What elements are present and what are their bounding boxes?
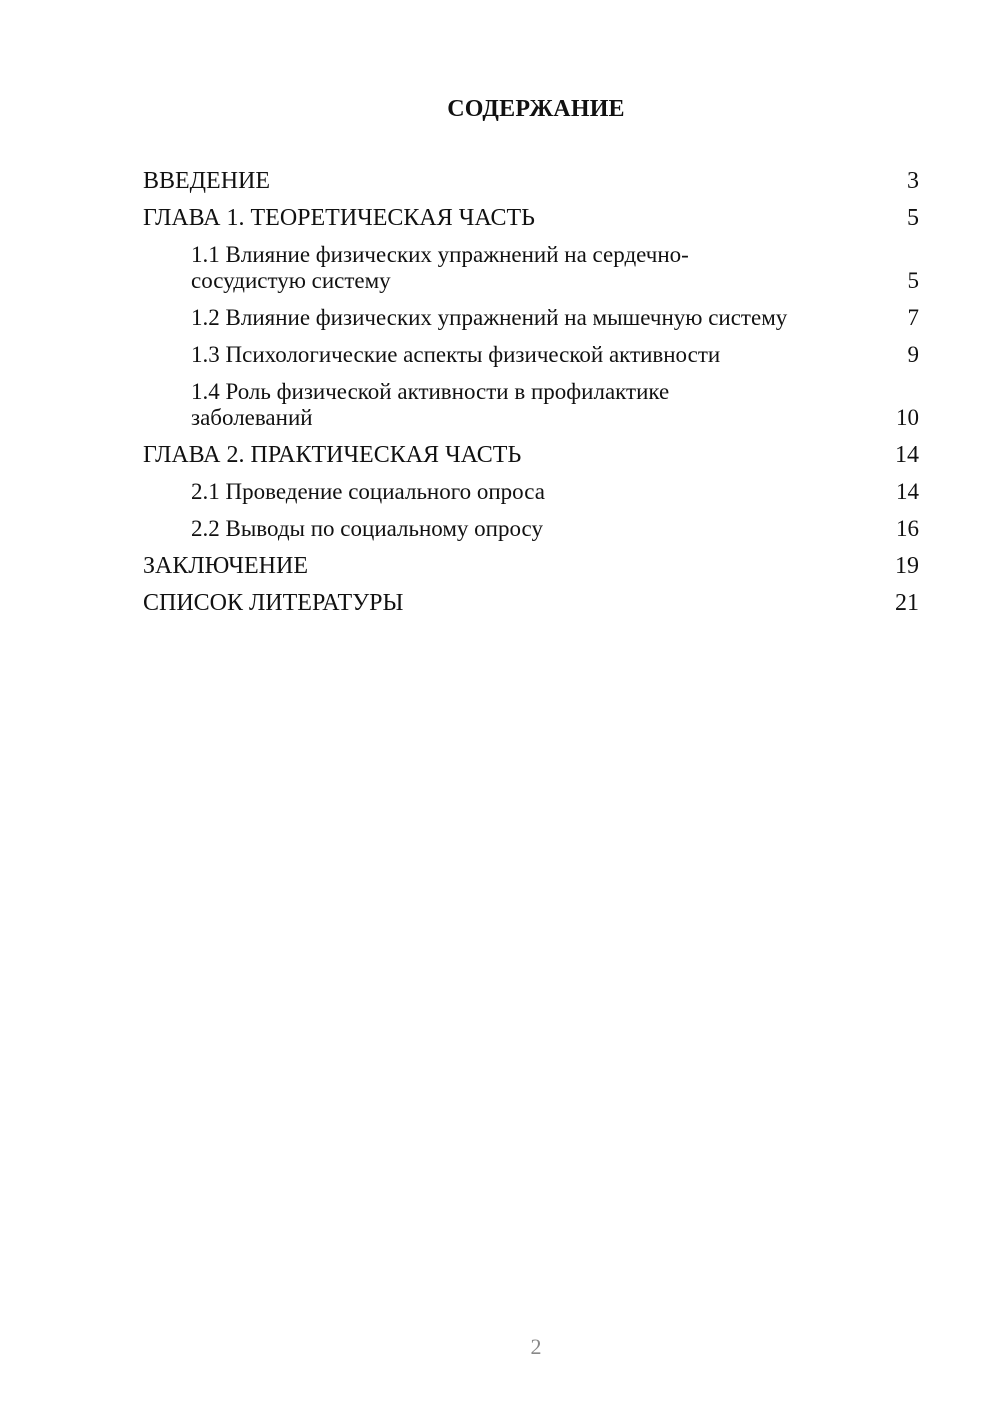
toc-entry-text: 1.2 Влияние физических упражнений на мышечную систему: [191, 305, 788, 330]
toc-entry-section-1-4[interactable]: [143, 379, 919, 431]
toc-entry-section-2-2[interactable]: [143, 516, 919, 542]
toc-entry-section-1-1[interactable]: [143, 242, 919, 294]
toc-title: СОДЕРЖАНИЕ: [447, 96, 625, 122]
toc-entry-text: 2.2 Выводы по социальному опросу: [191, 516, 543, 541]
toc-entry-page: 5: [907, 205, 919, 231]
toc-entry-conclusion[interactable]: [143, 553, 919, 579]
toc-entry-page: 16: [896, 516, 919, 541]
toc-entry-page: 9: [907, 342, 919, 367]
page-number: 2: [530, 1334, 542, 1359]
toc-entry-page: 7: [907, 305, 919, 330]
toc-entry-chapter-2[interactable]: [143, 442, 919, 468]
toc-entry-text: ГЛАВА 2. ПРАКТИЧЕСКАЯ ЧАСТЬ: [143, 442, 522, 468]
toc-entry-introduction[interactable]: [143, 168, 919, 194]
toc-entry-section-2-1[interactable]: [143, 479, 919, 505]
toc-entry-text: 1.4 Роль физической активности в профилактике заболеваний: [191, 379, 670, 430]
toc-entry-text: ВВЕДЕНИЕ: [143, 168, 271, 194]
toc-entry-section-1-2[interactable]: [143, 305, 919, 331]
toc-entry-text: 1.1 Влияние физических упражнений на сердечно-сосудистую систему: [191, 242, 689, 293]
toc-entry-text: ГЛАВА 1. ТЕОРЕТИЧЕСКАЯ ЧАСТЬ: [143, 205, 535, 231]
toc-entry-page: 5: [907, 268, 919, 293]
toc-entry-text: ЗАКЛЮЧЕНИЕ: [143, 553, 308, 579]
toc-entry-page: 21: [895, 590, 919, 616]
toc-entry-page: 19: [895, 553, 919, 579]
toc-entry-chapter-1[interactable]: [143, 205, 919, 231]
toc-entry-text: СПИСОК ЛИТЕРАТУРЫ: [143, 590, 404, 616]
toc-entry-page: 14: [895, 442, 919, 468]
table-of-contents: [143, 168, 919, 627]
toc-entry-text: 1.3 Психологические аспекты физической активности: [191, 342, 721, 367]
toc-entry-text: 2.1 Проведение социального опроса: [191, 479, 545, 504]
toc-entry-page: 14: [896, 479, 919, 504]
toc-entry-page: 10: [896, 405, 919, 430]
toc-entry-section-1-3[interactable]: [143, 342, 919, 368]
toc-entry-page: 3: [907, 168, 919, 194]
toc-entry-references[interactable]: [143, 590, 919, 616]
